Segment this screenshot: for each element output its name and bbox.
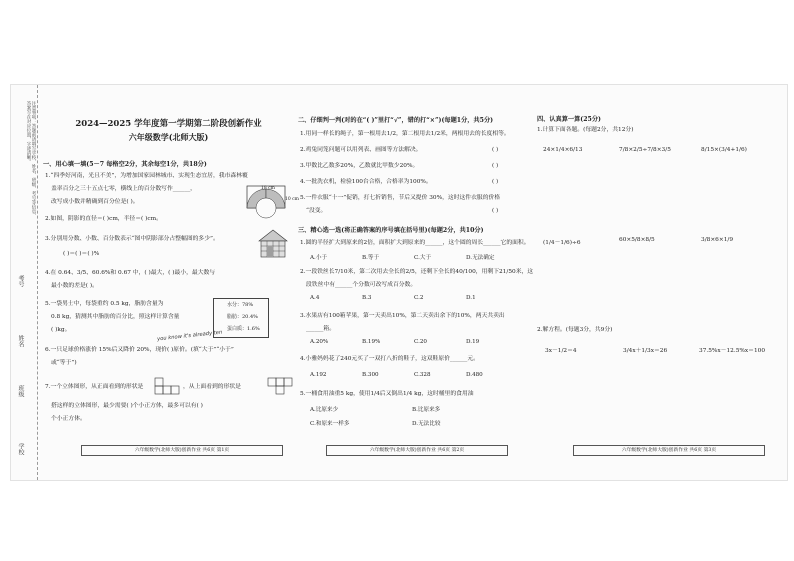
- expression-1: 24×1/4×6/13: [543, 147, 583, 153]
- choice-5-option-b: B.比原来多: [412, 407, 441, 413]
- choice-5: 5.一桶食用油重5 kg，使用1/4后又倒出1/4 kg，这时桶里的食用油: [300, 391, 474, 397]
- choice-2-option-b: B.3: [362, 295, 372, 301]
- expression-6: 3/8×6×1/9: [701, 237, 734, 243]
- page-3: [533, 85, 783, 480]
- question-5-line-2: 0.8 kg，猜测其中脂肪的百分比，照这样计算含量: [51, 314, 180, 320]
- page-3-footer: 六年级数学(北师大版)创新作业 共6页 第3页: [573, 445, 765, 456]
- label-exam-number: 考号: [17, 275, 24, 287]
- expression-4: (1/4－1/6)÷6: [543, 240, 581, 246]
- nutrition-protein: 蛋白质：1.6%: [227, 326, 260, 332]
- section-fill-blank: 一、用心填一填(5－7 每格空2分，其余每空1分，共18分): [43, 161, 207, 168]
- instructions-note: 注意事项：答题前请填写学校、姓名、班级、考号等信息，答案写在对应位置，字迹清晰。: [26, 101, 36, 218]
- equation-1: 3x－1/2＝4: [545, 348, 577, 354]
- page-subtitle: 六年级数学(北师大版): [128, 132, 209, 142]
- question-4-line-1: 4.在 0.64、3/5、60.6%和 0.67 中，( )最大，( )最小，最大数与: [45, 270, 216, 276]
- choice-3-line-2: ______箱。: [306, 326, 335, 332]
- judge-5-bracket[interactable]: ( ): [492, 208, 499, 214]
- choice-4-option-b: B.300: [362, 372, 379, 378]
- judge-3-bracket[interactable]: ( ): [492, 163, 499, 169]
- judge-4-bracket[interactable]: ( ): [492, 179, 499, 185]
- page-title: 2024—2025 学年度第一学期第二阶段创新作业: [75, 119, 262, 129]
- choice-3-option-d: D.19: [466, 339, 480, 345]
- judge-2: 2.鸡兔同笼问题可以用列表、画图等方法解决。: [300, 147, 422, 153]
- section-calculation: 四、认真算一算(25分): [537, 116, 601, 123]
- choice-2-option-d: D.1: [466, 295, 476, 301]
- judge-3: 3.甲数比乙数多20%，乙数就比甲数少20%。: [300, 163, 419, 169]
- front-view-figure: [154, 376, 182, 396]
- page-2: [296, 85, 534, 480]
- choice-1: 1.圆的半径扩大到原来的2倍，面积扩大到原来的______，这个圆的周长______它的面积。: [300, 240, 530, 246]
- expression-5: 60×5/8×8/5: [619, 237, 655, 243]
- binding-strip: [13, 85, 38, 480]
- choice-4: 4.小雅妈妈花了240元买了一双打八折的鞋子，这双鞋原价______元。: [300, 356, 479, 362]
- choice-2-line-2: 段铁丝中有______个分数可改写成百分数。: [306, 282, 417, 288]
- page-1-footer: 六年级数学(北师大版)创新作业 共6页 第1页: [81, 445, 283, 456]
- exam-sheet: [10, 84, 788, 481]
- choice-5-option-c: C.和原来一样多: [310, 421, 350, 427]
- question-7-line-3: 个小正方体。: [51, 416, 86, 422]
- judge-5-line-1: 5.一件衣服“十一”促销，打七折销售，节后又提价 30%，这时这件衣服的价格: [300, 195, 501, 201]
- handwritten-note: you know it's already ten: [156, 329, 223, 343]
- choice-1-option-c: C.大于: [414, 255, 432, 261]
- figure-height-label: 10 cm: [285, 197, 299, 202]
- choice-5-option-d: D.无法比较: [412, 421, 441, 427]
- judge-4: 4.一批洗衣机，检验100台合格，合格率为100%。: [300, 179, 432, 185]
- grid-house-figure: [255, 229, 291, 259]
- question-7-line-2: 搭这样的立体图形，最少需要( )个小正方体，最多可以有( ): [51, 403, 203, 409]
- question-7-line-1: 7.一个立体图形，从正面看到的形状是: [45, 384, 144, 390]
- choice-3-option-b: B.19%: [362, 339, 381, 345]
- choice-1-option-a: A.小于: [310, 255, 328, 261]
- choice-4-option-c: C.328: [414, 372, 431, 378]
- calculation-heading: 1.计算下面各题。(每题2分，共12分): [537, 127, 634, 133]
- question-4-line-2: 最小数的差是( )。: [51, 283, 98, 289]
- question-3: 3.分别用分数、小数、百分数表示“图中阴影部分占整幅图的多少”。: [45, 236, 219, 242]
- nutrition-fat: 脂肪：20.4%: [227, 314, 258, 320]
- question-1-line-3: 改写成小数并精确到百分位是( )。: [51, 199, 139, 205]
- question-6-line-1: 6.一只足球价格涨价 15%后又降价 20%，现价( )原价。(填“大于”“小于”: [45, 347, 234, 353]
- question-5-line-3: ( )kg。: [51, 327, 71, 333]
- expression-2: 7/8×2/5÷7/8×3/5: [619, 147, 671, 153]
- choice-4-option-d: D.480: [466, 372, 483, 378]
- judge-2-bracket[interactable]: ( ): [492, 147, 499, 153]
- equation-heading: 2.解方程。(每题3分，共9分): [537, 327, 613, 333]
- question-2: 2.如图，阴影的直径＝( )cm，半径＝( )cm。: [45, 216, 162, 222]
- choice-1-option-d: D.无法确定: [466, 255, 495, 261]
- figure-width-label: 18 cm: [261, 186, 275, 191]
- page-1: [41, 85, 299, 480]
- choice-1-option-b: B.等于: [362, 255, 380, 261]
- question-3-answer: ( )＝( )＝( )%: [63, 251, 100, 257]
- expression-3: 8/15×(3/4+1/6): [701, 147, 747, 153]
- choice-2-line-1: 2.一段铁丝长7/10米，第二次用去全长的2/5，还剩下全长的40/100，用剩下21/50米，这: [300, 269, 534, 275]
- label-name: 姓名: [17, 335, 24, 347]
- nutrition-water: 水分：78%: [227, 302, 254, 308]
- choice-3-line-1: 3.水果店有100箱苹果，第一天卖出10%，第二天卖出余下的10%，两天共卖出: [300, 313, 505, 319]
- question-1-line-1: 1.“四季好河南，光且不美”，为增加国家园林城市、实现生态宜居，我市森林覆: [45, 173, 248, 179]
- question-7-line-1b: ，从上面看到的形状是: [183, 384, 241, 390]
- section-multiple-choice: 三、精心选一选(将正确答案的序号填在括号里)(每题2分，共10分): [298, 227, 484, 234]
- top-view-figure: [267, 376, 295, 396]
- question-5-line-1: 5.一袋男士中，每袋重约 0.5 kg，脂肪含量为: [45, 301, 164, 307]
- equation-2: 3/4x＋1/3x＝26: [623, 348, 668, 354]
- judge-5-line-2: “没变。: [306, 208, 327, 214]
- choice-5-option-a: A.比原来少: [310, 407, 339, 413]
- label-school: 学校: [17, 443, 24, 455]
- page-2-footer: 六年级数学(北师大版)创新作业 共6页 第2页: [326, 445, 508, 456]
- question-6-line-2: 或“等于”): [51, 360, 77, 366]
- choice-4-option-a: A.192: [310, 372, 327, 378]
- equation-3: 37.5%x－12.5%x＝100: [699, 348, 766, 354]
- section-true-false: 二、仔细判一判(对的在“( )”里打“√”，错的打“×”)(每题1分，共5分): [298, 117, 494, 124]
- question-1-line-2: 盖率百分之三十五点七零，横线上的百分数写作______，: [51, 186, 196, 192]
- label-class: 班级: [17, 385, 24, 397]
- judge-1: 1.用同一样长的绳子，第一根用去1/2，第二根用去1/2米，两根用去的长度相等。: [300, 131, 510, 137]
- choice-3-option-a: A.20%: [310, 339, 329, 345]
- choice-2-option-c: C.2: [414, 295, 424, 301]
- choice-3-option-c: C.20: [414, 339, 427, 345]
- choice-2-option-a: A.4: [310, 295, 320, 301]
